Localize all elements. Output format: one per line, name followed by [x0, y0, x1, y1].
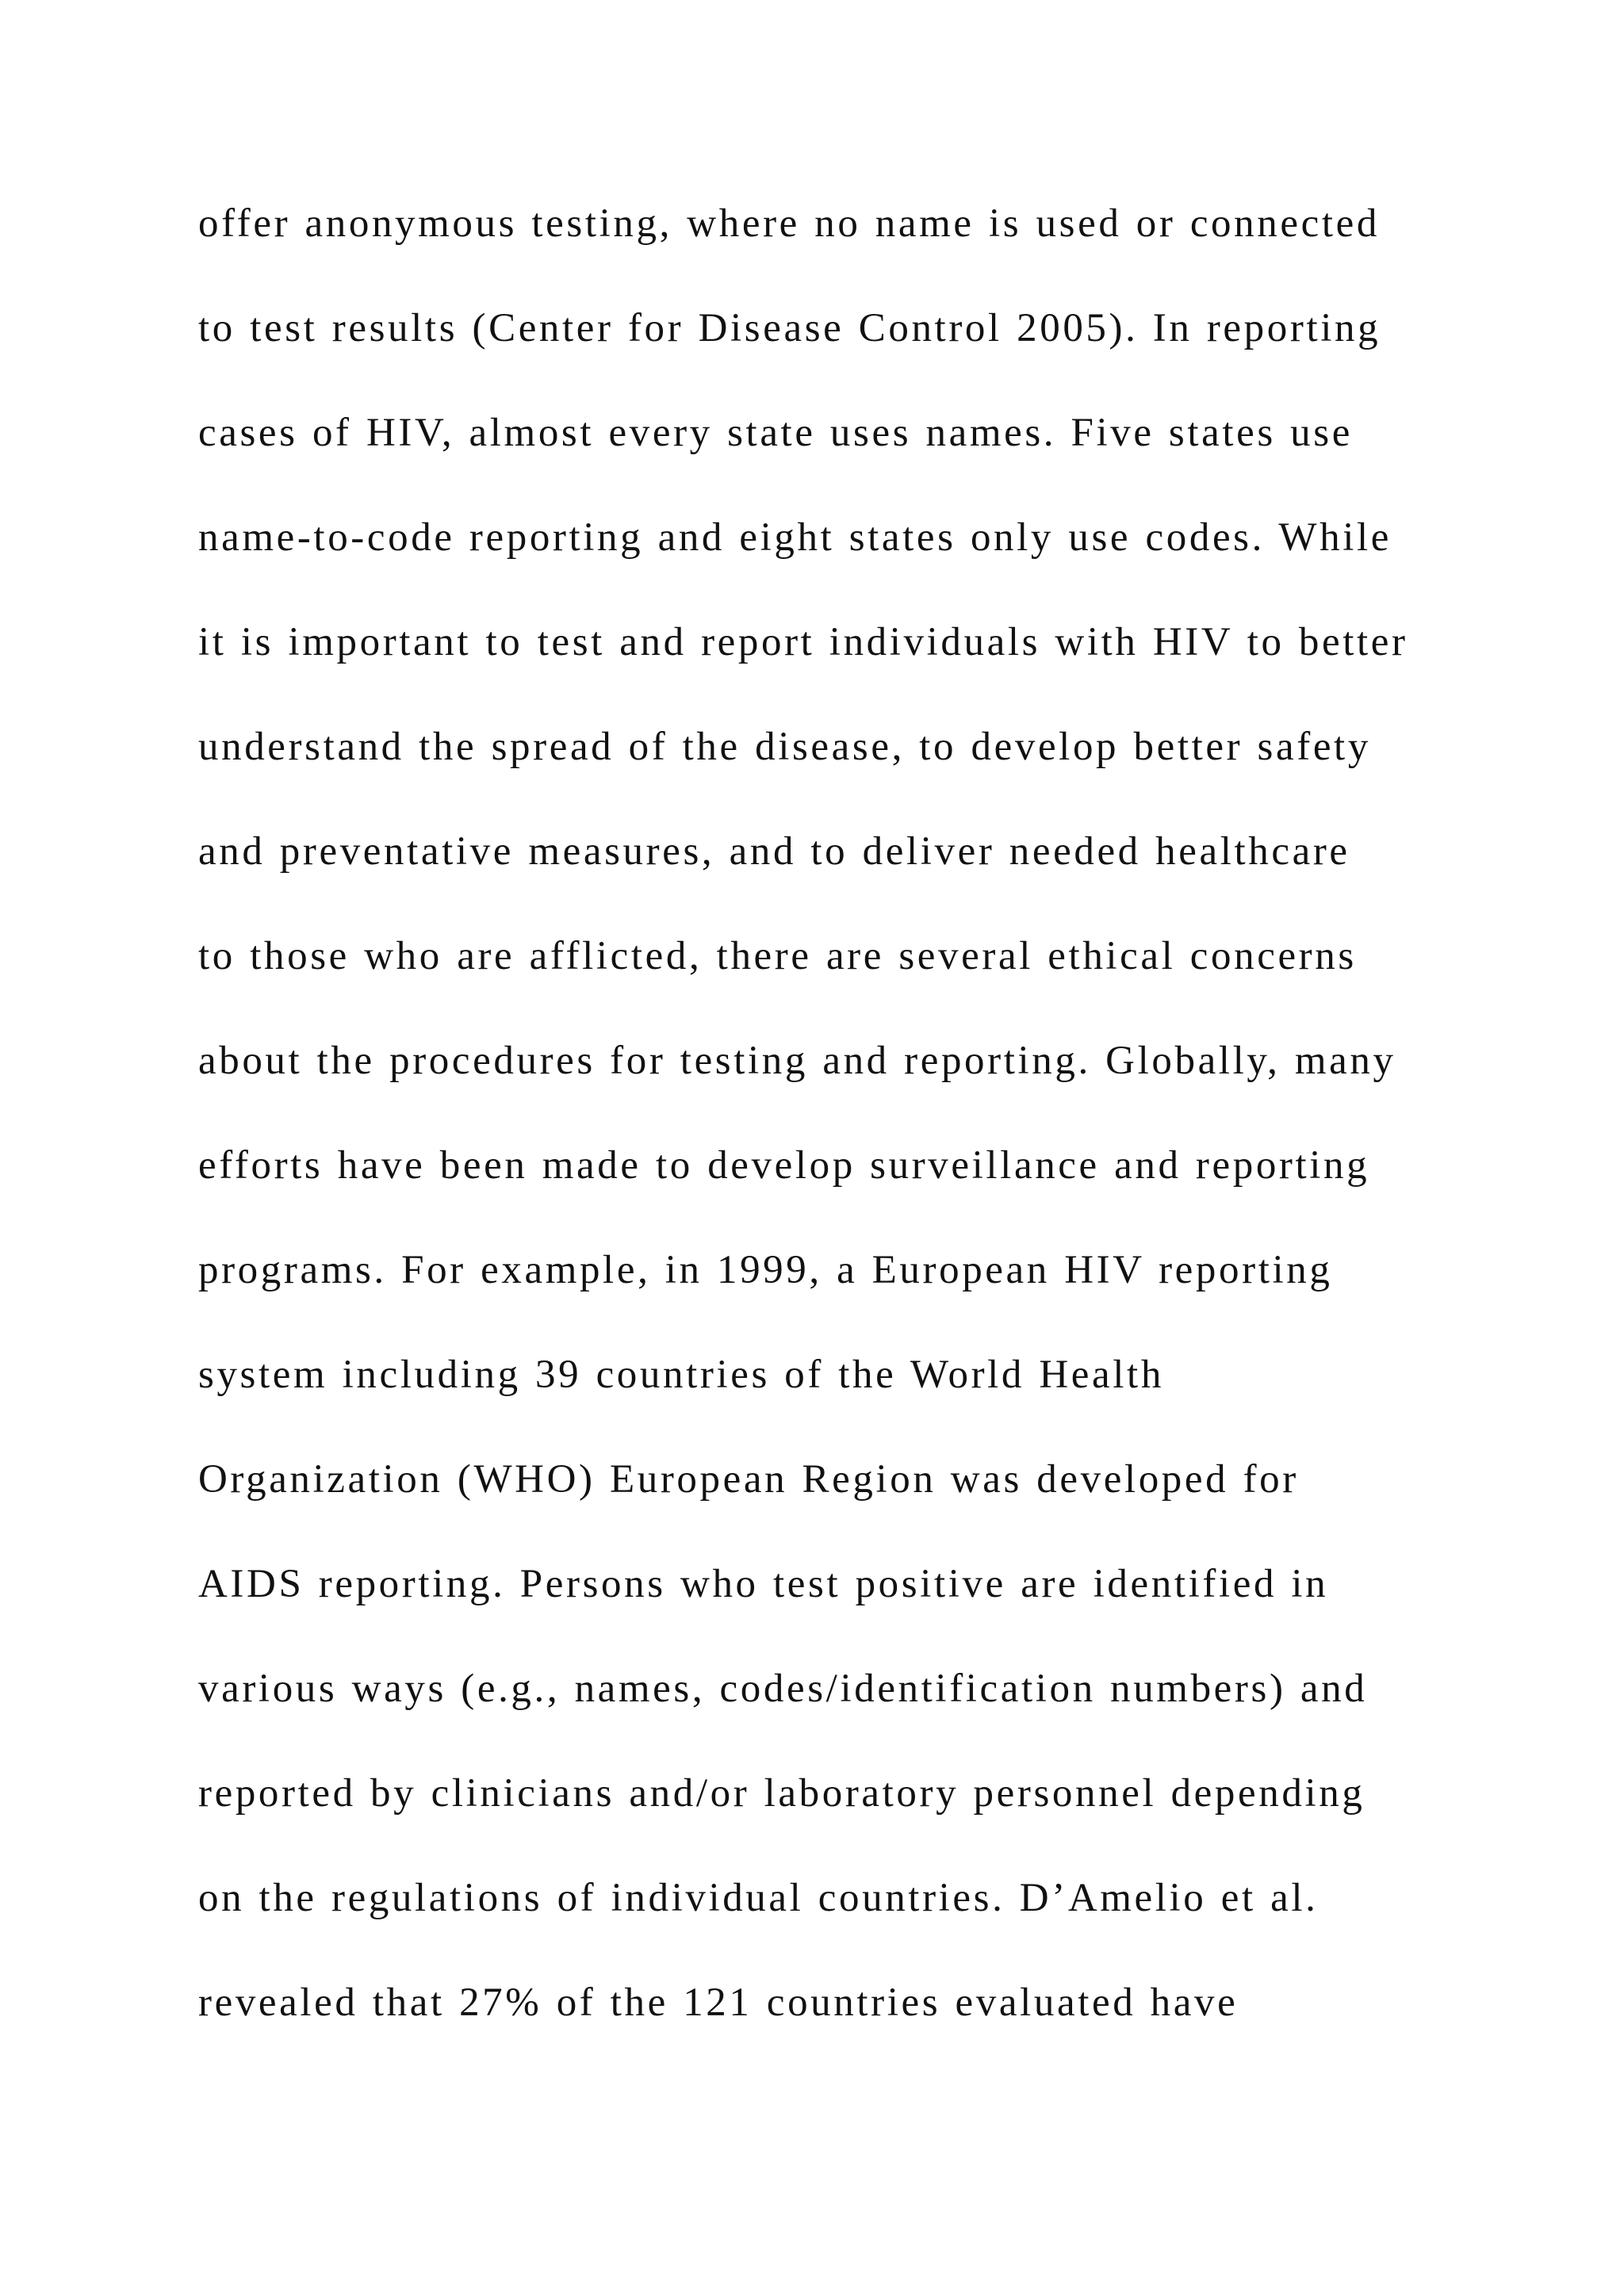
text-line: to test results (Center for Disease Control 2005). In reporting — [198, 306, 1381, 350]
body-text — [198, 187, 1546, 2071]
text-line: system including 39 countries of the World Health — [198, 1353, 1164, 1397]
text-line: to those who are afflicted, there are several ethical concerns — [198, 934, 1357, 978]
text-line: understand the spread of the disease, to develop better safety — [198, 725, 1371, 769]
text-line: programs. For example, in 1999, a European HIV reporting — [198, 1248, 1333, 1292]
text-line: efforts have been made to develop surveillance and reporting — [198, 1143, 1370, 1188]
text-line: revealed that 27% of the 121 countries evaluated have — [198, 1980, 1239, 2025]
text-line: cases of HIV, almost every state uses names. Five states use — [198, 411, 1353, 455]
text-line: offer anonymous testing, where no name is used or connected — [198, 201, 1380, 246]
text-line: it is important to test and report individuals with HIV to better — [198, 620, 1408, 664]
text-line: various ways (e.g., names, codes/identification numbers) and — [198, 1667, 1368, 1711]
text-line: Organization (WHO) European Region was developed for — [198, 1457, 1299, 1502]
text-line: AIDS reporting. Persons who test positive are identified in — [198, 1562, 1329, 1606]
text-line: reported by clinicians and/or laboratory personnel depending — [198, 1771, 1365, 1816]
text-line: name-to-code reporting and eight states only use codes. While — [198, 515, 1392, 560]
text-line: on the regulations of individual countries. D’Amelio et al. — [198, 1876, 1319, 1920]
text-line: about the procedures for testing and reporting. Globally, many — [198, 1039, 1396, 1083]
text-line: and preventative measures, and to deliver needed healthcare — [198, 829, 1350, 874]
